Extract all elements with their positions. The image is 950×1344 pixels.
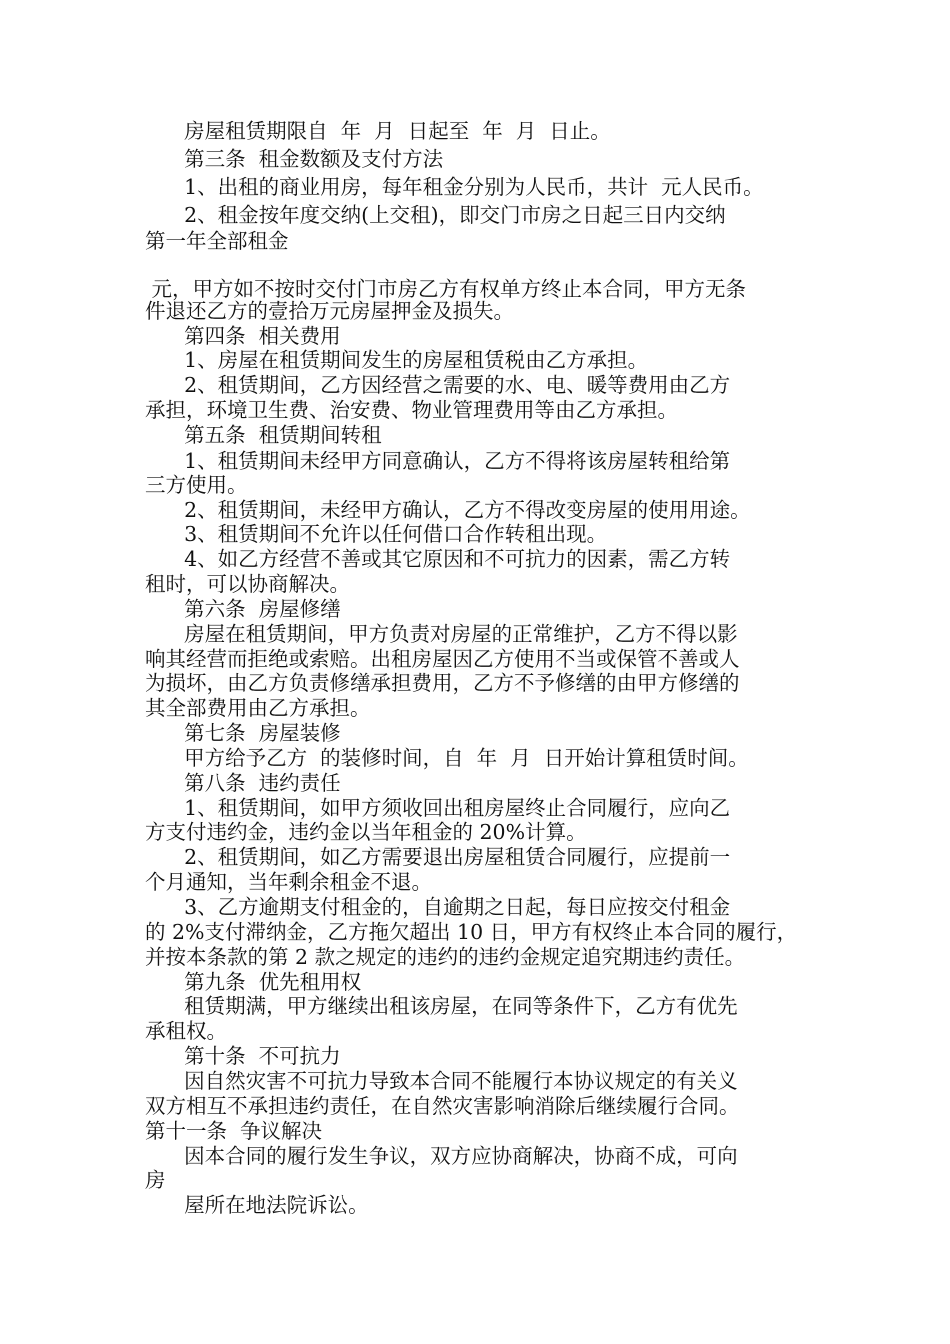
section-heading: 第九条 优先租用权 — [145, 970, 362, 994]
text-line: 为损坏，由乙方负责修缮承担费用，乙方不予修缮的由甲方修缮的 — [145, 671, 740, 695]
text-line: 响其经营而拒绝或索赔。出租房屋因乙方使用不当或保管不善或人 — [145, 647, 740, 671]
text-line: 元，甲方如不按时交付门市房乙方有权单方终止本合同，甲方无条 — [145, 277, 747, 301]
text-line: 双方相互不承担违约责任，在自然灾害影响消除后继续履行合同。 — [145, 1094, 740, 1118]
text-line: 1、租赁期间，如甲方须收回出租房屋终止合同履行，应向乙 — [145, 796, 731, 820]
text-line: 4、如乙方经营不善或其它原因和不可抗力的因素，需乙方转 — [145, 547, 731, 571]
text-line: 并按本条款的第 2 款之规定的违约的违约金规定追究期违约责任。 — [145, 945, 746, 969]
text-line: 因本合同的履行发生争议，双方应协商解决，协商不成，可向 — [145, 1144, 738, 1168]
text-line: 承担，环境卫生费、治安费、物业管理费用等由乙方承担。 — [145, 398, 678, 422]
text-line: 1、出租的商业用房，每年租金分别为人民币，共计 元人民币。 — [145, 175, 764, 199]
section-heading: 第六条 房屋修缮 — [145, 597, 341, 621]
text-line: 房屋在租赁期间，甲方负责对房屋的正常维护，乙方不得以影 — [145, 622, 738, 646]
text-line: 承租权。 — [145, 1019, 227, 1043]
text-line: 甲方给予乙方 的装修时间，自 年 月 日开始计算租赁时间。 — [145, 746, 749, 770]
text-line: 1、房屋在租赁期间发生的房屋租赁税由乙方承担。 — [145, 348, 649, 372]
section-heading: 第十条 不可抗力 — [145, 1044, 341, 1068]
text-line: 方支付违约金，违约金以当年租金的 20%计算。 — [145, 820, 587, 844]
text-line: 件退还乙方的壹拾万元房屋押金及损失。 — [145, 299, 514, 323]
text-line: 2、租赁期间，乙方因经营之需要的水、电、暖等费用由乙方 — [145, 373, 731, 397]
text-line: 租赁期满，甲方继续出租该房屋，在同等条件下，乙方有优先 — [145, 994, 738, 1018]
text-line: 2、租赁期间，未经甲方确认，乙方不得改变房屋的使用用途。 — [145, 498, 751, 522]
text-line: 个月通知，当年剩余租金不退。 — [145, 870, 432, 894]
text-line: 3、乙方逾期支付租金的，自逾期之日起，每日应按交付租金 — [145, 895, 731, 919]
text-line: 2、租赁期间，如乙方需要退出房屋租赁合同履行，应提前一 — [145, 845, 731, 869]
section-heading: 第五条 租赁期间转租 — [145, 423, 382, 447]
text-line: 租时，可以协商解决。 — [145, 572, 350, 596]
text-line: 1、租赁期间未经甲方同意确认，乙方不得将该房屋转租给第 — [145, 449, 731, 473]
text-line: 三方使用。 — [145, 473, 248, 497]
section-heading: 第四条 相关费用 — [145, 324, 341, 348]
section-heading: 第三条 租金数额及支付方法 — [145, 147, 444, 171]
text-line: 房 — [145, 1168, 166, 1192]
text-line: 的 2%支付滞纳金，乙方拖欠超出 10 日，甲方有权终止本合同的履行， — [145, 920, 798, 944]
text-line: 因自然灾害不可抗力导致本合同不能履行本协议规定的有关义 — [145, 1069, 738, 1093]
text-line: 3、租赁期间不允许以任何借口合作转租出现。 — [145, 522, 608, 546]
text-line: 2、租金按年度交纳(上交租)，即交门市房之日起三日内交纳 — [145, 203, 726, 227]
text-line: 第一年全部租金 — [145, 229, 289, 253]
section-heading: 第七条 房屋装修 — [145, 721, 341, 745]
section-heading: 第八条 违约责任 — [145, 771, 341, 795]
text-line: 其全部费用由乙方承担。 — [145, 696, 371, 720]
text-line: 屋所在地法院诉讼。 — [145, 1193, 369, 1217]
section-heading: 第十一条 争议解决 — [145, 1119, 323, 1143]
text-line: 房屋租赁期限自 年 月 日起至 年 月 日止。 — [145, 119, 611, 143]
